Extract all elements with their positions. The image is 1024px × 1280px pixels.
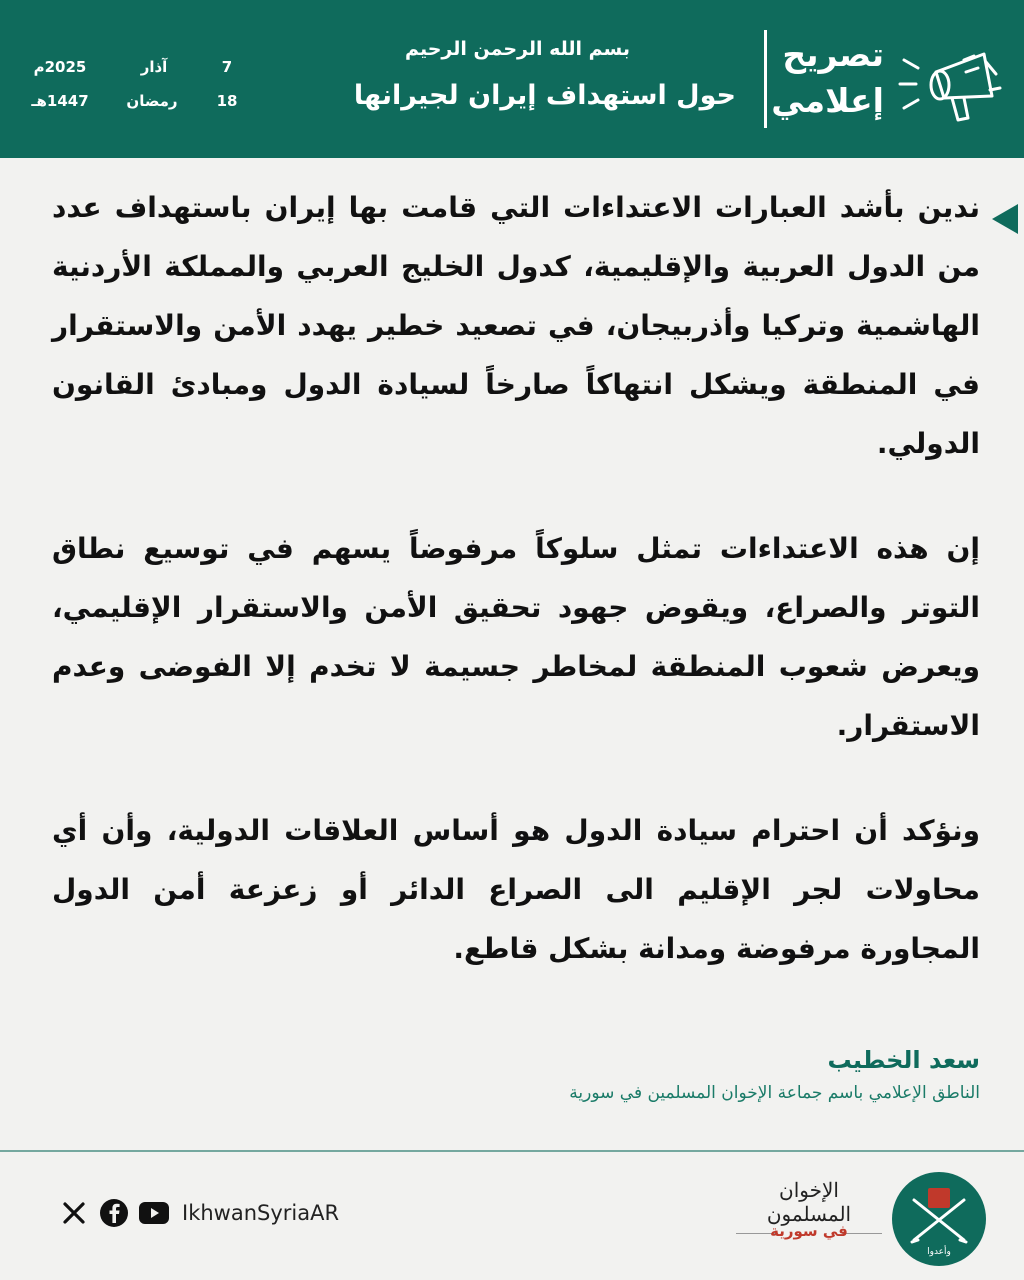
statement-subject: حول استهداف إيران لجيرانها — [353, 80, 736, 111]
gregorian-day: 7 — [221, 58, 233, 76]
social-handle[interactable]: IkhwanSyriaAR — [182, 1201, 340, 1225]
x-icon[interactable] — [58, 1197, 90, 1229]
brand-logo — [736, 1178, 882, 1258]
hijri-day: 18 — [216, 92, 238, 110]
organization-emblem-icon — [890, 1170, 988, 1268]
social-links — [58, 1196, 339, 1230]
header-title-line2: إعلامي — [771, 81, 884, 120]
brand-name: الإخوان المسلمون — [766, 1178, 852, 1226]
brand-subtitle: في سورية — [770, 1222, 848, 1240]
hijri-month: رمضان — [126, 92, 178, 110]
emblem-motto: وأعدوا — [927, 1247, 951, 1257]
hijri-year: 1447هـ — [31, 92, 89, 110]
statement-body — [52, 178, 980, 1024]
youtube-icon[interactable] — [138, 1197, 170, 1229]
gregorian-year: 2025م — [33, 58, 87, 76]
paragraph-3: ونؤكد أن احترام سيادة الدول هو أساس العلاقات الدولية، وأن أي محاولات لجر الإقليم الى الصراع الدائر أو زعزعة أمن الدول المجاورة مرفوضة ومدانة بشكل قاطع. — [52, 814, 980, 965]
footer-divider — [0, 1150, 1024, 1152]
header-title-line1: تصريح — [782, 35, 884, 74]
paragraph-pointer-icon — [992, 204, 1018, 234]
megaphone-icon — [896, 32, 1006, 132]
paragraph-1: ندين بأشد العبارات الاعتداءات التي قامت بها إيران باستهداف عدد من الدول العربية والإقليمية، كدول الخليج العربي والمملكة الأردنية الهاشمية وتركيا وأذربيجان، في تصعيد خطير يهدد الأمن والاستقرار في المنطقة ويشكل انتهاكاً صارخاً لسيادة الدول ومبادئ القانون الدولي. — [52, 191, 980, 460]
header-banner — [0, 0, 1024, 158]
signatory-name: سعد الخطيب — [827, 1046, 980, 1074]
paragraph-2: إن هذه الاعتداءات تمثل سلوكاً مرفوضاً يسهم في توسيع نطاق التوتر والصراع، ويقوض جهود تحقيق الأمن والاستقرار الإقليمي، ويعرض شعوب المنطقة لمخاطر جسيمة لا تخدم إلا الفوضى وعدم الاستقرار. — [52, 532, 980, 742]
header-title — [764, 32, 884, 124]
signatory-role: الناطق الإعلامي باسم جماعة الإخوان المسلمين في سورية — [569, 1083, 980, 1103]
gregorian-month: آذار — [140, 58, 168, 76]
basmala: بسم الله الرحمن الرحيم — [405, 38, 630, 60]
header-divider — [764, 30, 767, 128]
facebook-icon[interactable] — [98, 1197, 130, 1229]
